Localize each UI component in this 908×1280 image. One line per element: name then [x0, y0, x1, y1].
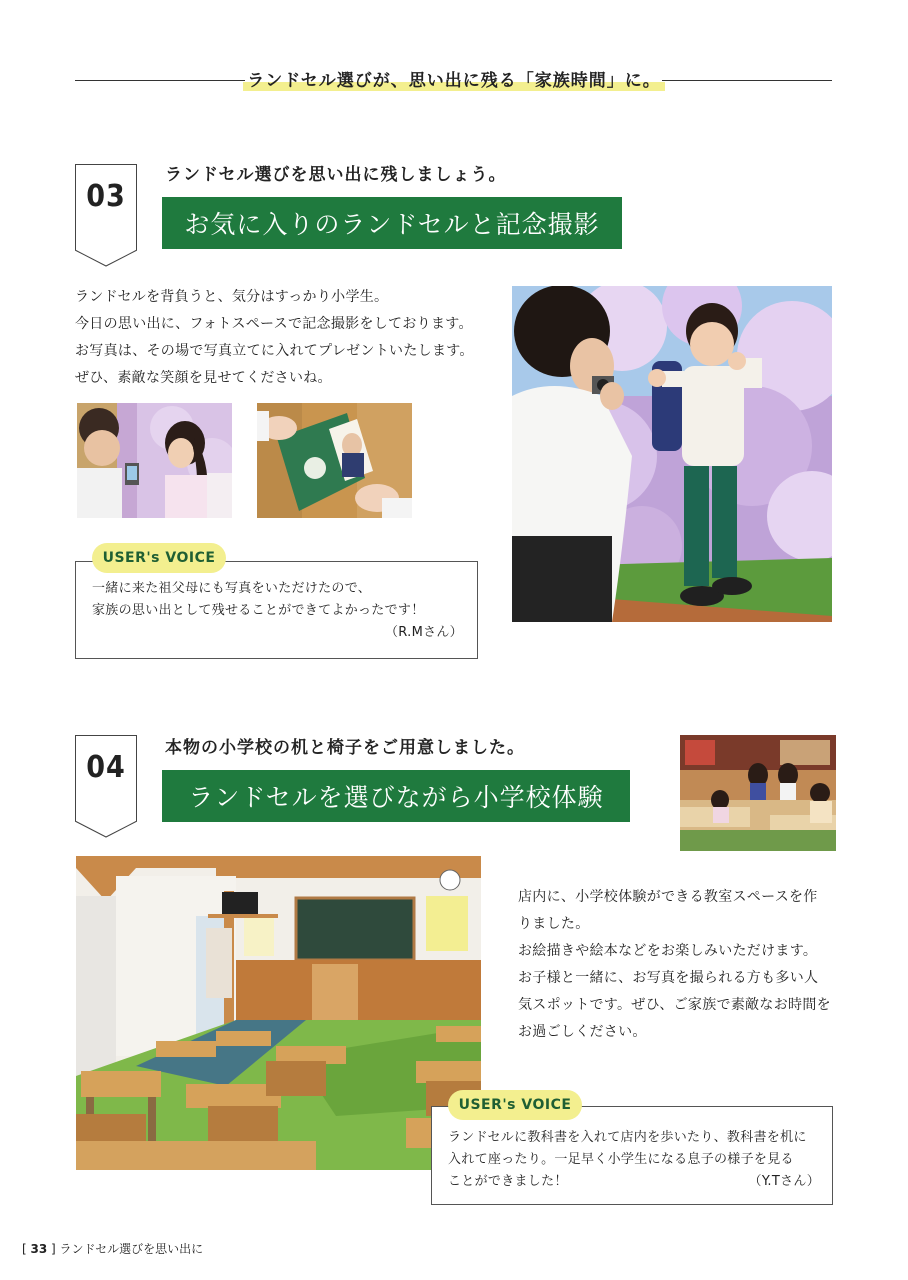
- voice-last-row: [448, 1171, 820, 1193]
- section-body-text: 店内に、小学校体験ができる教室スペースを作 りました。 お絵描きや絵本などをお楽しみいただけます。 お子様と一緒に、お写真を撮られる方も多い人 気スポットです。ぜひ、ご家族で素敵なお時間を お過ごしください。: [518, 889, 831, 1040]
- page-number: 33: [30, 1242, 48, 1256]
- photo-classroom-children: [680, 735, 836, 851]
- page-footer: [ 33 ] ランドセル選びを思い出に: [22, 1242, 204, 1256]
- badge-tail-shape: [75, 248, 137, 268]
- user-voice-tag: USER's VOICE: [448, 1090, 582, 1120]
- user-voice-tag: USER's VOICE: [92, 543, 226, 573]
- voice-author: （R.Mさん）: [384, 625, 463, 640]
- section-title: ランドセルを選びながら小学校体験: [162, 770, 630, 822]
- photo-classroom-space: [76, 856, 481, 1170]
- voice-line: 入れて座ったり。一足早く小学生になる息子の様子を見る: [448, 1152, 794, 1167]
- voice-line: ランドセルに教科書を入れて店内を歩いたり、教科書を机に: [448, 1130, 807, 1145]
- voice-author: （Y.Tさん）: [748, 1174, 820, 1189]
- badge-tail-shape: [75, 819, 137, 839]
- user-voice-box: [431, 1106, 833, 1205]
- user-voice-box: [75, 561, 478, 659]
- section-number-badge: 03: [75, 164, 137, 250]
- section-subtitle: ランドセル選びを思い出に残しましょう。: [165, 165, 507, 185]
- page-header-title: ランドセル選びが、思い出に残る「家族時間」に。: [0, 66, 908, 91]
- section-number-badge: 04: [75, 735, 137, 821]
- section-subtitle: 本物の小学校の机と椅子をご用意しました。: [165, 738, 525, 758]
- footer-title: ランドセル選びを思い出に: [59, 1242, 204, 1256]
- photo-camera-preview: [77, 403, 232, 518]
- photo-frame-gift: [257, 403, 412, 518]
- section-title: お気に入りのランドセルと記念撮影: [162, 197, 622, 249]
- photo-boy-commemorative: [512, 286, 832, 622]
- section-body-text: ランドセルを背負うと、気分はすっかり小学生。 今日の思い出に、フォトスペースで記念撮影をしております。 お写真は、その場で写真立てに入れてプレゼントいたします。 ぜひ、素敵な笑顔を見せてくださいね。: [75, 289, 474, 386]
- voice-line: 家族の思い出として残せることができてよかったです！: [92, 603, 425, 618]
- voice-line: 一緒に来た祖父母にも写真をいただけたので、: [92, 581, 372, 596]
- voice-line: ことができました！: [448, 1174, 568, 1189]
